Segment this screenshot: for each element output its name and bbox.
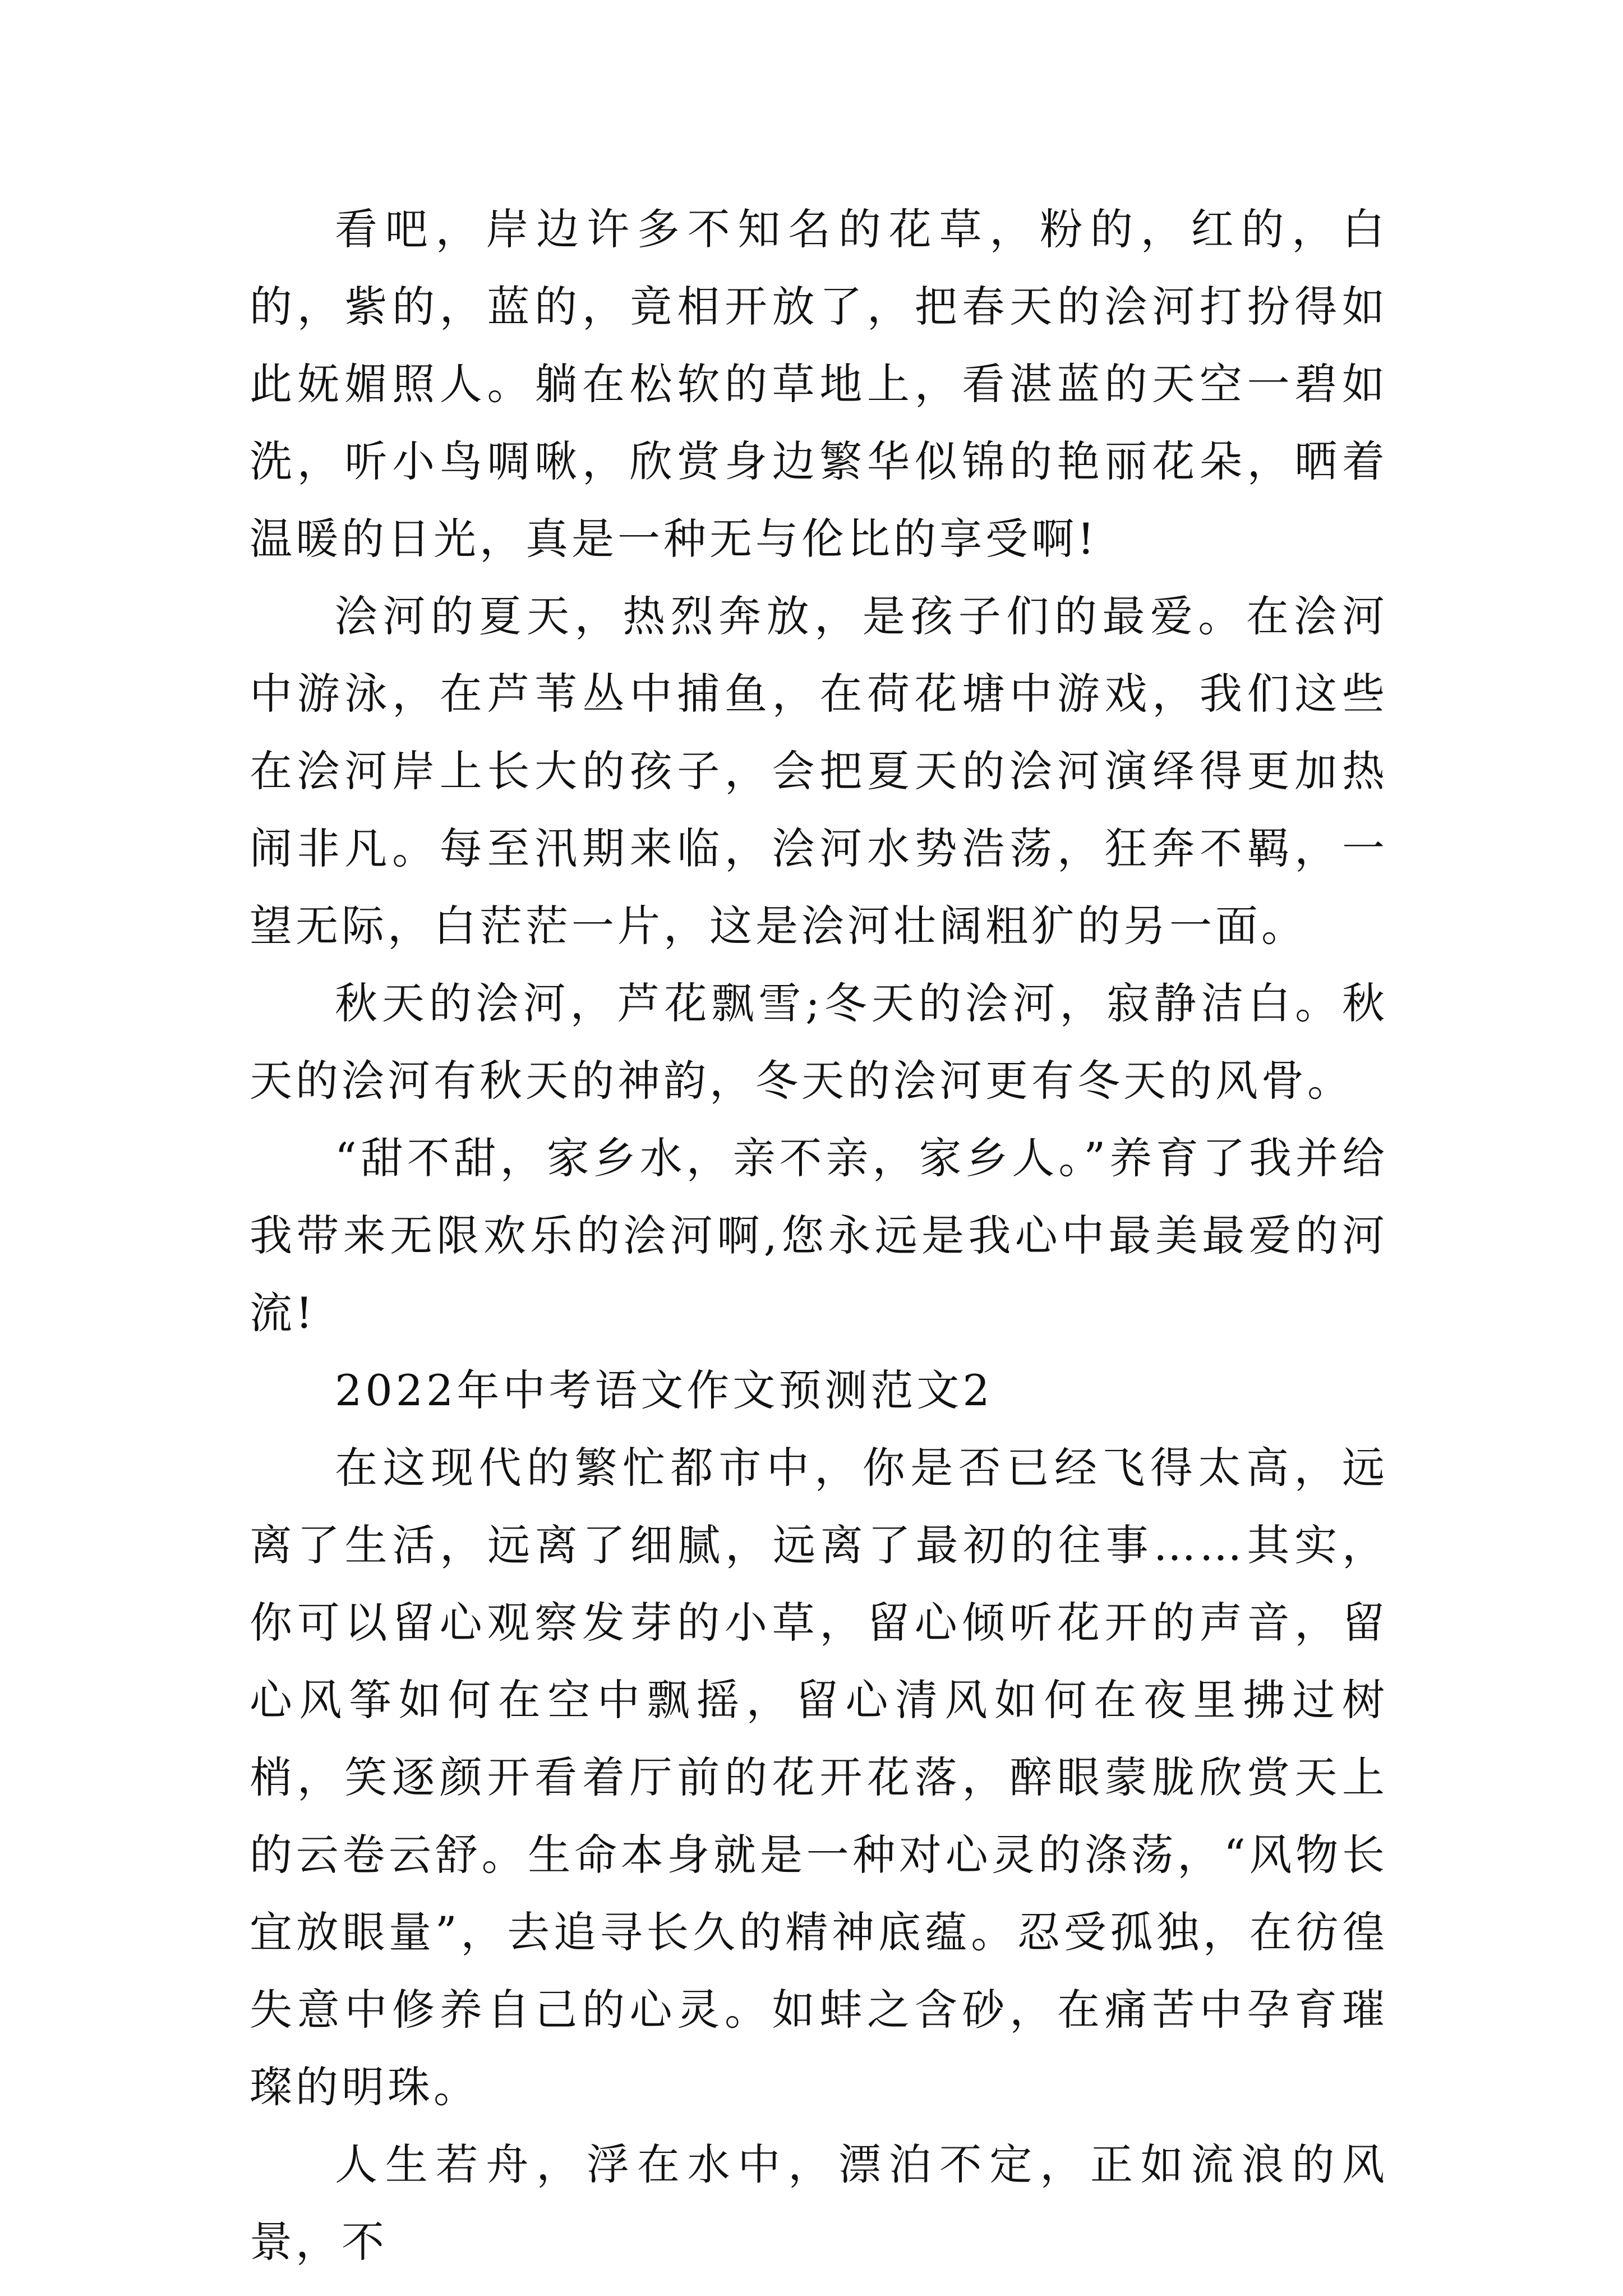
paragraph-summer: 浍河的夏天，热烈奔放，是孩子们的最爱。在浍河中游泳，在芦苇丛中捕鱼，在荷花塘中游戏，我们这些在浍河岸上长大的孩子，会把夏天的浍河演绎得更加热闹非凡。每至汛期来临，浍河水势浩荡，狂奔不羁，一望无际，白茫茫一片，这是浍河壮阔粗犷的另一面。 bbox=[250, 591, 1388, 951]
section-title: 2022年中考语文作文预测范文2 bbox=[335, 1365, 993, 1415]
paragraph-spring: 看吧，岸边许多不知名的花草，粉的，红的，白的，紫的，蓝的，竟相开放了，把春天的浍河打扮得如此妩媚照人。躺在松软的草地上，看湛蓝的天空一碧如洗，听小鸟啁啾，欣赏身边繁华似锦的艳丽花朵，晒着温暖的日光，真是一种无与伦比的享受啊! bbox=[250, 204, 1388, 564]
paragraph-life-boat: 人生若舟，浮在水中，漂泊不定，正如流浪的风景，不 bbox=[250, 2139, 1388, 2267]
paragraph-autumn-winter: 秋天的浍河，芦花飘雪;冬天的浍河，寂静洁白。秋天的浍河有秋天的神韵，冬天的浍河更有冬天的风骨。 bbox=[250, 978, 1388, 1106]
paragraph-hometown: “甜不甜，家乡水，亲不亲，家乡人。”养育了我并给我带来无限欢乐的浍河啊,您永远是我心中最美最爱的河流! bbox=[250, 1133, 1388, 1338]
document-body bbox=[250, 191, 1388, 2281]
paragraph-city-life: 在这现代的繁忙都市中，你是否已经飞得太高，远离了生活，远离了细腻，远离了最初的往事……其实，你可以留心观察发芽的小草，留心倾听花开的声音，留心风筝如何在空中飘摇，留心清风如何在夜里拂过树梢，笑逐颜开看着厅前的花开花落，醉眼蒙胧欣赏天上的云卷云舒。生命本身就是一种对心灵的涤荡，“风物长宜放眼量”，去追寻长久的精神底蕴。忍受孤独，在彷徨失意中修养自己的心灵。如蚌之含砂，在痛苦中孕育璀璨的明珠。 bbox=[250, 1443, 1388, 2112]
